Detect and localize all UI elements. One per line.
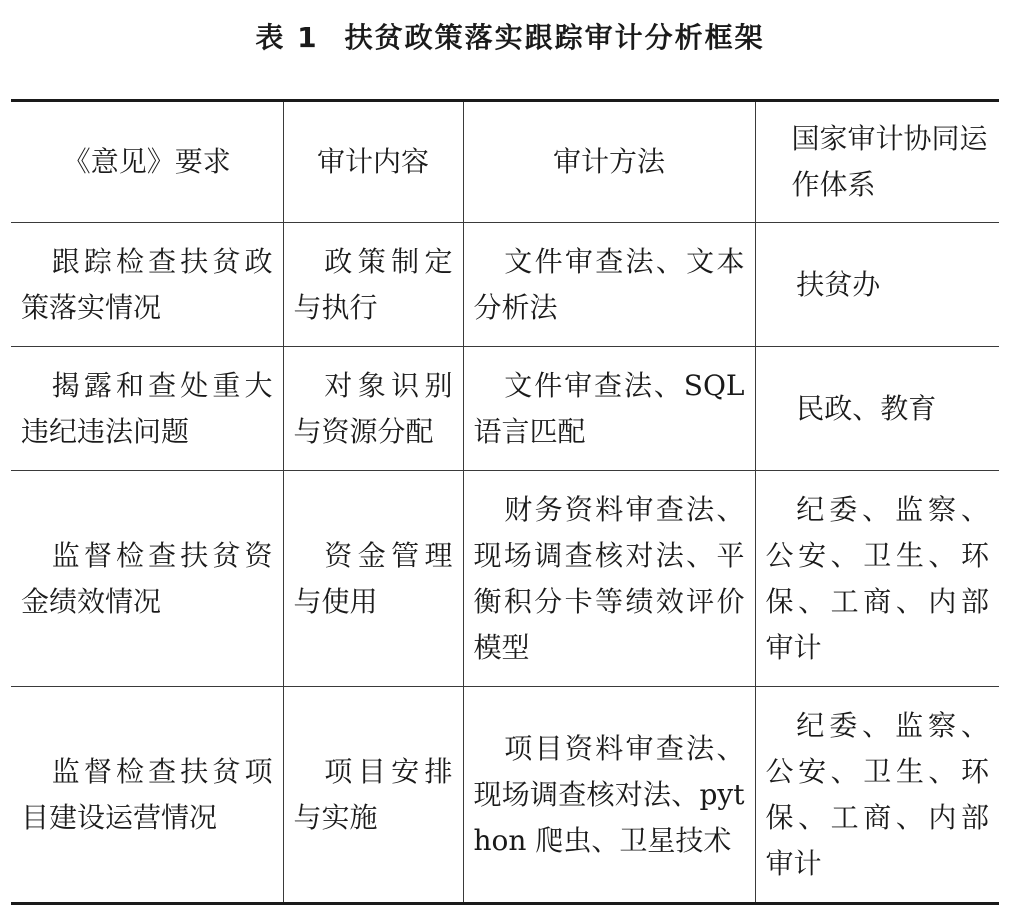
cell-audit-content: 资金管理与使用 [283,471,463,687]
header-audit-content: 审计内容 [283,101,463,223]
table-row [11,687,999,904]
cell-requirement: 监督检查扶贫资金绩效情况 [11,471,283,687]
cell-requirement: 跟踪检查扶贫政策落实情况 [11,223,283,347]
header-requirement: 《意见》要求 [11,101,283,223]
table-caption [0,18,1020,58]
cell-requirement: 揭露和查处重大违纪违法问题 [11,347,283,471]
header-coordination-system: 国家审计协同运作体系 [755,101,999,223]
table-number: 表 1 [255,21,319,54]
cell-audit-method: 项目资料审查法、现场调查核对法、python 爬虫、卫星技术 [463,687,755,904]
cell-audit-method: 财务资料审查法、现场调查核对法、平衡积分卡等绩效评价模型 [463,471,755,687]
cell-audit-content: 对象识别与资源分配 [283,347,463,471]
cell-requirement: 监督检查扶贫项目建设运营情况 [11,687,283,904]
cell-audit-method: 文件审查法、SQL语言匹配 [463,347,755,471]
cell-coordination: 扶贫办 [755,223,999,347]
cell-coordination: 纪委、监察、公安、卫生、环保、工商、内部审计 [755,471,999,687]
audit-framework-table [11,99,999,905]
cell-audit-method: 文件审查法、文本分析法 [463,223,755,347]
header-audit-method: 审计方法 [463,101,755,223]
cell-coordination: 纪委、监察、公安、卫生、环保、工商、内部审计 [755,687,999,904]
table-title: 扶贫政策落实跟踪审计分析框架 [344,21,765,54]
table-row [11,223,999,347]
table-row [11,347,999,471]
cell-coordination: 民政、教育 [755,347,999,471]
cell-audit-content: 政策制定与执行 [283,223,463,347]
cell-audit-content: 项目安排与实施 [283,687,463,904]
table-header-row [11,101,999,223]
table-row [11,471,999,687]
